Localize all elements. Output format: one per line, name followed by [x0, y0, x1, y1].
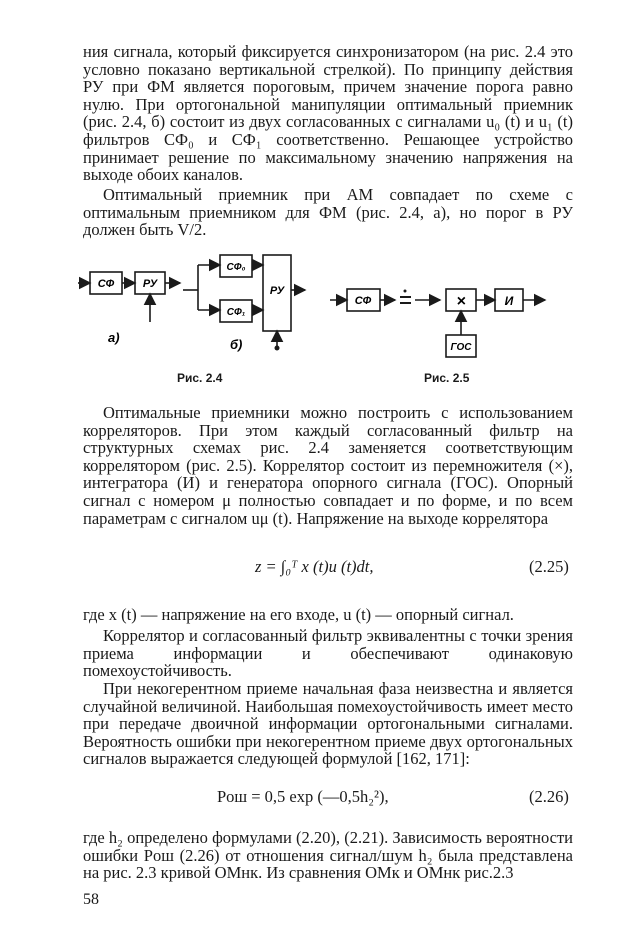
- ru-b-label: РУ: [269, 285, 285, 297]
- paragraph-3: Оптимальные приемники можно построить с использованием корреляторов. При этом каждый согласованный фильтр на структурных схемах рис. 2.4 заменяется соответствующим коррелятором (рис. 2.5). Коррелятор состоит из перемножителя (×), интегратора (И) и генератора опорного сигнала (ГОС). Опорный сигнал с номером μ полностью совпадает и по форме, и по всем параметрам с сигналом uμ (t). Напряжение на выходе коррелятора: [83, 403, 573, 528]
- fig-2-4-caption: Рис. 2.4: [177, 371, 223, 385]
- block-diagrams: [0, 250, 624, 400]
- fig-2-5-caption: Рис. 2.5: [424, 371, 470, 385]
- paragraph-4: где x (t) — напряжение на его входе, u (t) — опорный сигнал.: [83, 605, 514, 624]
- sf-label: СФ: [97, 278, 115, 290]
- sf1-label: СФ₁: [226, 307, 246, 318]
- subfig-a-label: а): [108, 330, 120, 345]
- paragraph-6: При некогерентном приеме начальная фаза неизвестна и является случайной величиной. Наибольшая помехоустойчивость имеет место при передаче двоичной информации ортогональными сигналами. Вероятность ошибки при некогерентном приеме двух ортогональных сигналов выражается следующей формулой [162, 171]:: [83, 679, 573, 769]
- paragraph-1: ния сигнала, который фиксируется синхронизатором (на рис. 2.4 это условно показано вертикальной стрелкой). По принципу действия РУ при ФМ является пороговым, причем значение порога равно нулю. При ортогональной манипуляции оптимальный приемник (рис. 2.4, б) состоит из двух согласованных с сигналами u₀ (t) и u₁ (t) фильтров СФ₀ и СФ₁ соответственно. Решающее устройство принимает решение по максимальному значению напряжения на выходе обоих каналов.: [83, 42, 573, 185]
- formula-2-25-number: (2.25): [529, 557, 569, 576]
- subfig-b-label: б): [230, 337, 243, 352]
- page-number: 58: [83, 891, 99, 908]
- mult-label: ×: [456, 293, 466, 310]
- paragraph-5: Коррелятор и согласованный фильтр эквивалентны с точки зрения приема информации и обеспечивают одинаковую помехоустойчивость.: [83, 626, 573, 681]
- ru-label: РУ: [142, 278, 158, 290]
- sf0-label: СФ₀: [226, 262, 246, 273]
- sf-c-label: СФ: [354, 295, 372, 307]
- formula-2-26: Pош = 0,5 exp (—0,5h₂²),: [217, 787, 389, 806]
- paragraph-2: Оптимальный приемник при АМ совпадает по схеме с оптимальным приемником для ФМ (рис. 2.4, а), но порог в РУ должен быть V/2.: [83, 185, 573, 240]
- integ-label: И: [504, 294, 514, 308]
- gos-label: ГОС: [450, 342, 472, 353]
- formula-2-26-number: (2.26): [529, 787, 569, 806]
- formula-2-25: z = ∫₀ᵀ x (t)u (t)dt,: [255, 557, 374, 576]
- paragraph-7: где h₂ определено формулами (2.20), (2.21). Зависимость вероятности ошибки Pош (2.26) от отношения сигнал/шум h₂ была представлена на рис. 2.3 кривой ОМнк. Из сравнения ОМк и ОМнк рис.2.3: [83, 828, 573, 883]
